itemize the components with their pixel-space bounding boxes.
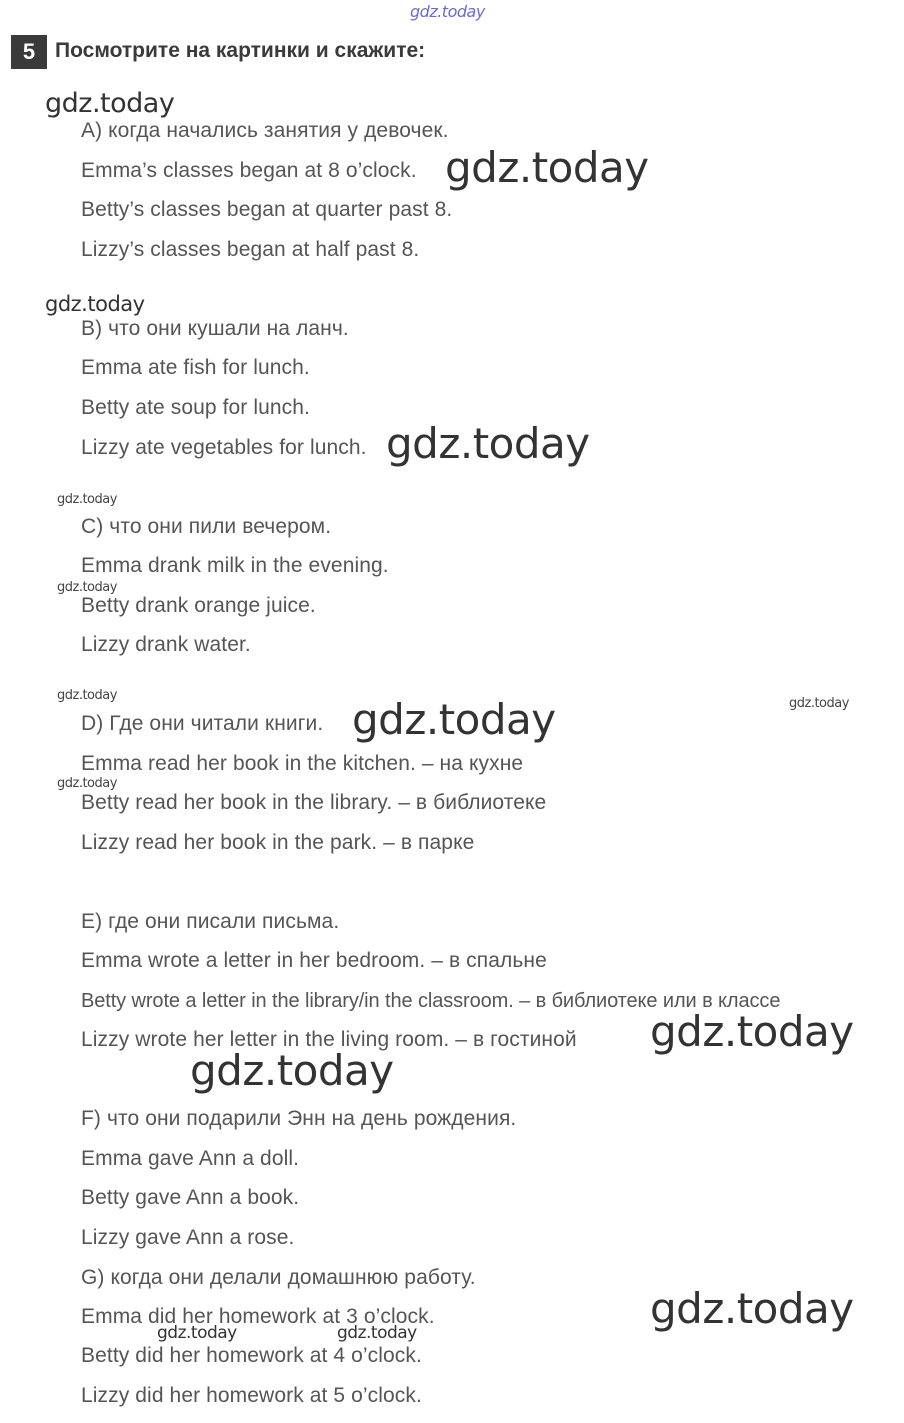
watermark: gdz.today bbox=[386, 419, 590, 468]
answer-e-3: Lizzy wrote her letter in the living room. – в гостиной bbox=[81, 1028, 577, 1051]
watermark: gdz.today bbox=[789, 696, 849, 711]
answer-f-1: Emma gave Ann a doll. bbox=[81, 1147, 300, 1170]
watermark: gdz.today bbox=[45, 292, 145, 316]
answer-a-1: Emma’s classes began at 8 o’clock. bbox=[81, 159, 417, 182]
watermark: gdz.today bbox=[337, 1323, 417, 1343]
answer-f-2: Betty gave Ann a book. bbox=[81, 1186, 300, 1209]
answer-c-3: Lizzy drank water. bbox=[81, 633, 251, 656]
watermark: gdz.today bbox=[45, 88, 175, 119]
task-title: Посмотрите на картинки и скажите: bbox=[55, 39, 426, 62]
task-number-badge: 5 bbox=[11, 35, 47, 69]
question-c: C) что они пили вечером. bbox=[81, 515, 332, 538]
watermark: gdz.today bbox=[190, 1046, 394, 1095]
answer-g-3: Lizzy did her homework at 5 o’clock. bbox=[81, 1384, 422, 1407]
question-a: A) когда начались занятия у девочек. bbox=[81, 119, 449, 142]
answer-c-1: Emma drank milk in the evening. bbox=[81, 554, 389, 577]
watermark: gdz.today bbox=[157, 1323, 237, 1343]
watermark: gdz.today bbox=[57, 776, 117, 791]
question-d: D) Где они читали книги. bbox=[81, 712, 324, 735]
answer-g-1: Emma did her homework at 3 o’clock. bbox=[81, 1305, 435, 1328]
watermark: gdz.today bbox=[57, 688, 117, 703]
answer-e-1: Emma wrote a letter in her bedroom. – в спальне bbox=[81, 949, 547, 972]
watermark-top: gdz.today bbox=[410, 2, 485, 21]
question-e: E) где они писали письма. bbox=[81, 910, 340, 933]
watermark: gdz.today bbox=[352, 695, 556, 744]
answer-b-3: Lizzy ate vegetables for lunch. bbox=[81, 436, 367, 459]
answer-b-1: Emma ate fish for lunch. bbox=[81, 356, 310, 379]
answer-f-3: Lizzy gave Ann a rose. bbox=[81, 1226, 295, 1249]
watermark: gdz.today bbox=[445, 143, 649, 192]
answer-d-3: Lizzy read her book in the park. – в парке bbox=[81, 831, 475, 854]
answer-d-2: Betty read her book in the library. – в библиотеке bbox=[81, 791, 547, 814]
watermark: gdz.today bbox=[650, 1284, 854, 1333]
answer-a-3: Lizzy’s classes began at half past 8. bbox=[81, 238, 420, 261]
answer-e-2: Betty wrote a letter in the library/in the classroom. – в библиотеке или в классе bbox=[81, 990, 781, 1012]
answer-c-2: Betty drank orange juice. bbox=[81, 594, 316, 617]
question-b: B) что они кушали на ланч. bbox=[81, 317, 349, 340]
answer-b-2: Betty ate soup for lunch. bbox=[81, 396, 310, 419]
answer-a-2: Betty’s classes began at quarter past 8. bbox=[81, 198, 453, 221]
question-g: G) когда они делали домашнюю работу. bbox=[81, 1266, 476, 1289]
watermark: gdz.today bbox=[650, 1007, 854, 1056]
question-f: F) что они подарили Энн на день рождения. bbox=[81, 1107, 517, 1130]
watermark: gdz.today bbox=[57, 580, 117, 595]
watermark: gdz.today bbox=[57, 492, 117, 507]
answer-g-2: Betty did her homework at 4 o’clock. bbox=[81, 1344, 422, 1367]
answer-d-1: Emma read her book in the kitchen. – на кухне bbox=[81, 752, 524, 775]
